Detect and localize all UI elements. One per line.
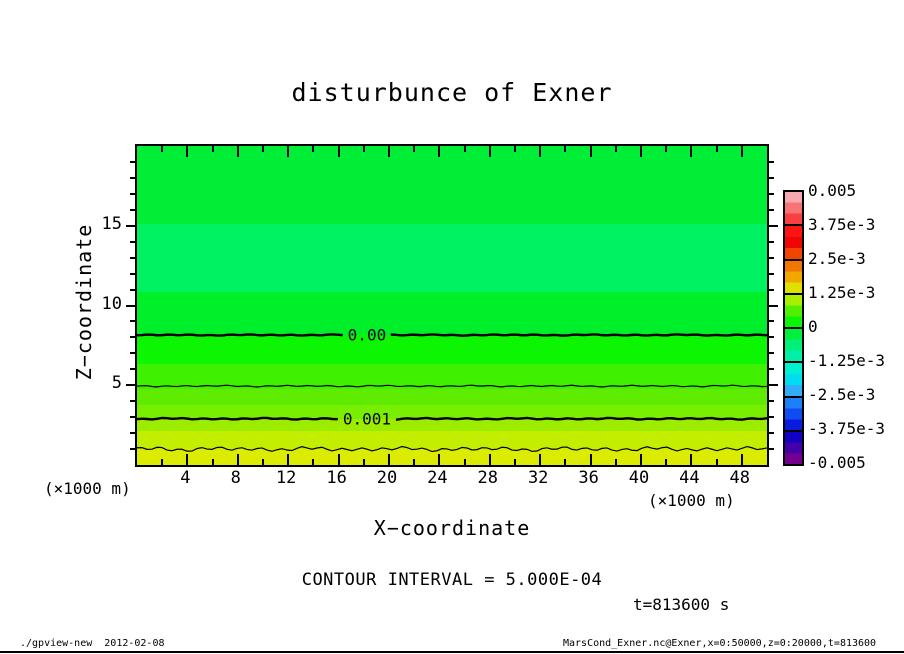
z-right-tick-minor [769,448,774,450]
x-top-tick-minor [363,146,365,152]
colorbar-tick-label: 1.25e-3 [808,283,876,302]
x-top-tick-minor [514,146,516,152]
x-bottom-tick-major [590,454,592,465]
x-bottom-tick-major [640,454,642,465]
x-top-tick-major [237,146,239,157]
z-left-tick-major [126,305,135,307]
colorbar-segment [785,293,802,327]
z-right-tick-minor [769,336,774,338]
x-top-tick-major [539,146,541,157]
colorbar-tick-label: -1.25e-3 [808,351,886,370]
x-top-tick-major [388,146,390,157]
x-tick-label: 8 [230,468,241,488]
x-bottom-tick-minor [413,459,415,465]
x-top-tick-minor [564,146,566,152]
colorbar-tick-label: -2.5e-3 [808,385,876,404]
plot-area [135,144,769,467]
z-right-tick-minor [769,352,774,354]
z-left-tick-minor [130,161,135,163]
x-bottom-tick-major [690,454,692,465]
x-bottom-tick-major [388,454,390,465]
z-right-tick-minor [769,368,774,370]
x-axis-label: X−coordinate [373,516,531,540]
z-right-tick-minor [769,273,774,275]
contour-label: 0.001 [338,409,396,428]
z-right-tick-minor [769,257,774,259]
x-bottom-tick-major [186,454,188,465]
z-left-tick-minor [130,273,135,275]
z-right-tick-major [769,305,778,307]
x-tick-label: 28 [477,468,499,488]
x-axis-unit-left: (×1000 m) [44,479,131,498]
z-right-tick-major [769,384,778,386]
x-tick-label: 20 [376,468,398,488]
z-right-tick-minor [769,161,774,163]
z-left-tick-minor [130,320,135,322]
contour-interval-label: CONTOUR INTERVAL = 5.000E-04 [301,570,603,590]
x-tick-label: 16 [326,468,347,488]
x-top-tick-major [590,146,592,157]
colorbar-segment [785,224,802,258]
x-bottom-tick-major [539,454,541,465]
x-bottom-tick-major [741,454,743,465]
z-left-tick-major [126,384,135,386]
x-bottom-tick-minor [212,459,214,465]
z-right-tick-minor [769,320,774,322]
z-right-tick-minor [769,209,774,211]
bottom-border-line [0,651,904,653]
z-left-tick-minor [130,241,135,243]
x-top-tick-minor [413,146,415,152]
z-right-tick-minor [769,193,774,195]
colorbar-tick-label: -0.005 [808,453,866,472]
footer-file-text: MarsCond_Exner.nc@Exner,x=0:50000,z=0:20000,t=813600 [563,638,877,649]
z-axis-label: Z−coordinate [72,223,96,381]
z-left-tick-minor [130,352,135,354]
x-bottom-tick-minor [514,459,516,465]
z-left-tick-minor [130,257,135,259]
x-top-tick-minor [312,146,314,152]
z-left-tick-minor [130,368,135,370]
z-right-tick-minor [769,432,774,434]
x-bottom-tick-major [489,454,491,465]
colorbar-tick-label: 0 [808,317,818,336]
colorbar-segment [785,361,802,395]
x-bottom-tick-major [287,454,289,465]
time-label: t=813600 s [633,595,730,614]
x-tick-label: 4 [180,468,191,488]
x-top-tick-minor [262,146,264,152]
colorbar-segment [785,259,802,293]
x-top-tick-minor [615,146,617,152]
x-top-tick-major [186,146,188,157]
colorbar-tick-label: 3.75e-3 [808,215,876,234]
x-top-tick-minor [212,146,214,152]
x-bottom-tick-minor [161,459,163,465]
z-left-tick-minor [130,209,135,211]
footer-command-text: ./gpview-new 2012-02-08 [20,638,165,649]
x-top-tick-major [438,146,440,157]
contour-line [137,334,767,335]
x-tick-label: 48 [729,468,751,488]
z-left-tick-minor [130,400,135,402]
x-bottom-tick-major [438,454,440,465]
x-bottom-tick-minor [665,459,667,465]
x-top-tick-major [741,146,743,157]
z-tick-label: 5 [111,373,122,394]
x-top-tick-major [287,146,289,157]
x-top-tick-minor [716,146,718,152]
x-bottom-tick-minor [564,459,566,465]
page-title: disturbunce of Exner [291,78,613,107]
colorbar-tick-label: 0.005 [808,181,857,200]
z-right-tick-major [769,225,778,227]
x-bottom-tick-major [237,454,239,465]
colorbar-segment [785,430,802,464]
x-bottom-tick-minor [312,459,314,465]
x-tick-label: 32 [527,468,549,488]
x-top-tick-minor [464,146,466,152]
contour-lines-layer [137,146,767,465]
x-bottom-tick-minor [615,459,617,465]
z-right-tick-minor [769,416,774,418]
x-bottom-tick-minor [464,459,466,465]
x-tick-label: 40 [628,468,650,488]
x-tick-label: 12 [275,468,297,488]
z-left-tick-minor [130,193,135,195]
x-top-tick-major [690,146,692,157]
x-top-tick-minor [665,146,667,152]
z-right-tick-minor [769,241,774,243]
x-bottom-tick-major [338,454,340,465]
colorbar [783,190,804,466]
z-left-tick-minor [130,289,135,291]
x-bottom-tick-minor [363,459,365,465]
contour-line [137,418,767,420]
x-top-tick-minor [161,146,163,152]
x-top-tick-major [338,146,340,157]
x-tick-label: 36 [578,468,599,488]
z-tick-label: 15 [101,213,122,234]
colorbar-segment [785,396,802,430]
x-tick-label: 24 [427,468,448,488]
x-axis-unit-right: (×1000 m) [648,491,735,510]
x-bottom-tick-minor [262,459,264,465]
z-right-tick-minor [769,400,774,402]
colorbar-tick-label: 2.5e-3 [808,249,866,268]
colorbar-segment [785,192,802,224]
contour-line [137,446,767,451]
colorbar-tick-label: -3.75e-3 [808,419,886,438]
z-right-tick-minor [769,177,774,179]
colorbar-segment [785,327,802,361]
z-tick-label: 10 [101,293,122,314]
x-tick-label: 44 [679,468,700,488]
z-right-tick-minor [769,289,774,291]
x-top-tick-major [640,146,642,157]
z-left-tick-minor [130,177,135,179]
contour-line [137,385,767,387]
z-left-tick-minor [130,432,135,434]
z-left-tick-minor [130,336,135,338]
x-bottom-tick-minor [716,459,718,465]
z-left-tick-minor [130,416,135,418]
z-left-tick-minor [130,448,135,450]
contour-label: 0.00 [343,326,392,345]
z-left-tick-major [126,225,135,227]
x-top-tick-major [489,146,491,157]
